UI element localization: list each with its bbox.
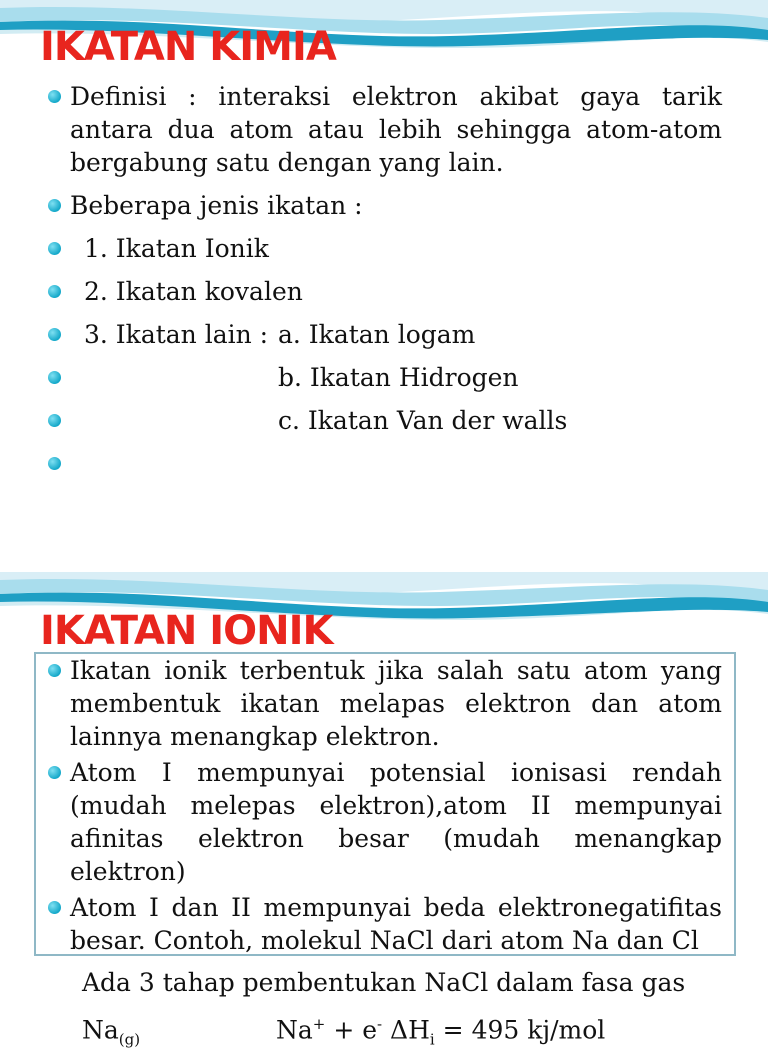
list-item: 1. Ikatan Ionik — [46, 232, 722, 265]
list-item: Beberapa jenis ikatan : — [46, 189, 722, 222]
list-item: c. Ikatan Van der walls — [46, 404, 722, 437]
bullet-icon — [48, 766, 61, 779]
list-item: Ikatan ionik terbentuk jika salah satu atom yang membentuk ikatan melapas elektron dan atom lainnya menangkap elektron. — [46, 654, 722, 753]
bullet-icon — [48, 242, 61, 255]
slide-ikatan-kimia — [0, 0, 768, 512]
bullet-list — [46, 80, 722, 490]
bullet-icon — [48, 414, 61, 427]
stages-text: Ada 3 tahap pembentukan NaCl dalam fasa gas — [82, 968, 686, 997]
bullet-icon — [48, 664, 61, 677]
list-item: b. Ikatan Hidrogen — [46, 361, 722, 394]
list-item: 2. Ikatan kovalen — [46, 275, 722, 308]
bullet-icon — [48, 901, 61, 914]
list-item: Atom I dan II mempunyai beda elektronegatifitas besar. Contoh, molekul NaCl dari atom Na dan Cl — [46, 891, 722, 957]
bullet-icon — [48, 199, 61, 212]
list-item — [46, 447, 722, 480]
bullet-icon — [48, 457, 61, 470]
slide-title: IKATAN IONIK — [40, 608, 333, 654]
bullet-icon — [48, 328, 61, 341]
slide-title: IKATAN KIMIA — [40, 24, 336, 70]
bullet-icon — [48, 90, 61, 103]
bullet-icon — [48, 371, 61, 384]
list-item: Atom I mempunyai potensial ionisasi rendah (mudah melepas elektron),atom II mempunyai afinitas elektron besar (mudah menangkap elektron) — [46, 756, 722, 888]
slide-ikatan-ionik — [0, 572, 768, 1049]
bullet-list — [46, 654, 722, 960]
equation: $Na_{(g)}$ Na+ + e- $\Delta H_i = 495$ kj/mol — [82, 1015, 606, 1049]
list-item: Definisi : interaksi elektron akibat gaya tarik antara dua atom atau lebih sehingga atom-atom bergabung satu dengan yang lain. — [46, 80, 722, 179]
list-item: 3. Ikatan lain : a. Ikatan logam — [46, 318, 722, 351]
bullet-icon — [48, 285, 61, 298]
